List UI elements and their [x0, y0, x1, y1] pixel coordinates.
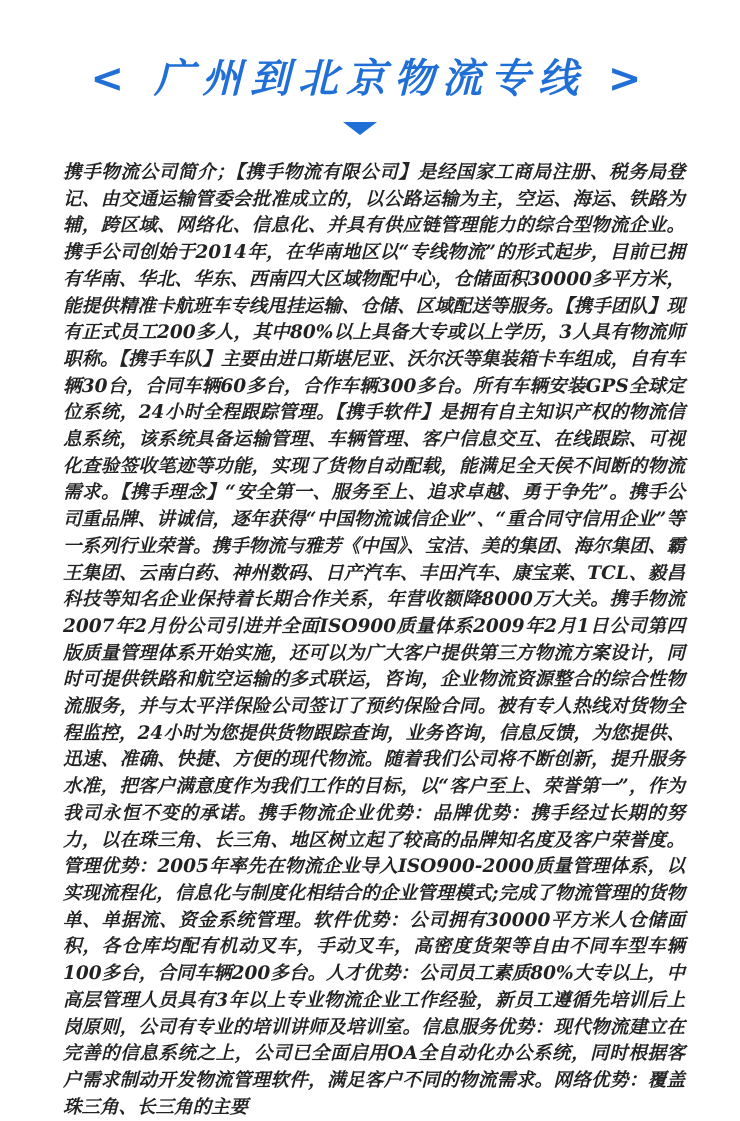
page-title: < 广州到北京物流专线 > — [90, 56, 650, 102]
page-header — [0, 50, 740, 120]
company-introduction-text: 携手物流公司简介；【携手物流有限公司】是经国家工商局注册、税务局登记、由交通运输管委会批准成立的，以公路运输为主，空运、海运、铁路为辅，跨区域、网络化、信息化、并具有供应链管理能力的综合型物流企业。携手公司创始于2014年，在华南地区以“专线物流”的形式起步，目前已拥有华南、华北、华东、西南四大区域物配中心，仓储面积30000多平方米，能提供精准卡航班车专线甩挂运输、仓储、区域配送等服务。【携手团队】现有正式员工200多人，其中80%以上具备大专或以上学历，3人具有物流师职称。【携手车队】主要由进口斯堪尼亚、沃尔沃等集装箱卡车组成，自有车辆30台，合同车辆60多台，合作车辆300多台。所有车辆安装GPS全球定位系统，24小时全程跟踪管理。【携手软件】是拥有自主知识产权的物流信息系统，该系统具备运输管理、车辆管理、客户信息交互、在线跟踪、可视化查验签收笔迹等功能，实现了货物自动配载，能满足全天侯不间断的物流需求。【携手理念】“安全第一、服务至上、追求卓越、勇于争先”。携手公司重品牌、讲诚信，逐年获得“中国物流诚信企业”、“重合同守信用企业”等一系列行业荣誉。携手物流与雅芳《中国》、宝洁、美的集团、海尔集团、霸王集团、云南白药、神州数码、日产汽车、丰田汽车、康宝莱、TCL、毅昌科技等知名企业保持着长期合作关系，年营收额降8000万大关。携手物流2007年2月份公司引进并全面ISO900质量体系2009年2月1日公司第四版质量管理体系开始实施，还可以为广大客户提供第三方物流方案设计，同时可提供铁路和航空运输的多式联运，咨询，企业物流资源整合的综合性物流服务，并与太平洋保险公司签订了预约保险合同。被有专人热线对货物全程监控，24小时为您提供货物跟踪查询，业务咨询，信息反馈，为您提供、迅速、准确、快捷、方便的现代物流。随着我们公司将不断创新，提升服务水准，把客户满意度作为我们工作的目标，以“客户至上、荣誉第一”，作为我司永恒不变的承诺。携手物流企业优势：品牌优势：携手经过长期的努力，以在珠三角、长三角、地区树立起了较高的品牌知名度及客户荣誉度。管理优势：2005年率先在物流企业导入ISO900-2000质量管理体系，以实现流程化，信息化与制度化相结合的企业管理模式;完成了物流管理的货物单、单据流、资金系统管理。软件优势：公司拥有30000平方米人仓储面积，各仓库均配有机动叉车，手动叉车，高密度货架等自由不同车型车辆100多台，合同车辆200多台。人才优势：公司员工素质80%大专以上，中高层管理人员具有3年以上专业物流企业工作经验，新员工遵循先培训后上岗原则，公司有专业的培训讲师及培训室。信息服务优势：现代物流建立在完善的信息系统之上，公司已全面启用OA全自动化办公系统，同时根据客户需求制动开发物流管理软件，满足客户不同的物流需求。网络优势：覆盖珠三角、长三角的主要 — [63, 162, 685, 1118]
chevron-down-icon — [343, 122, 377, 135]
